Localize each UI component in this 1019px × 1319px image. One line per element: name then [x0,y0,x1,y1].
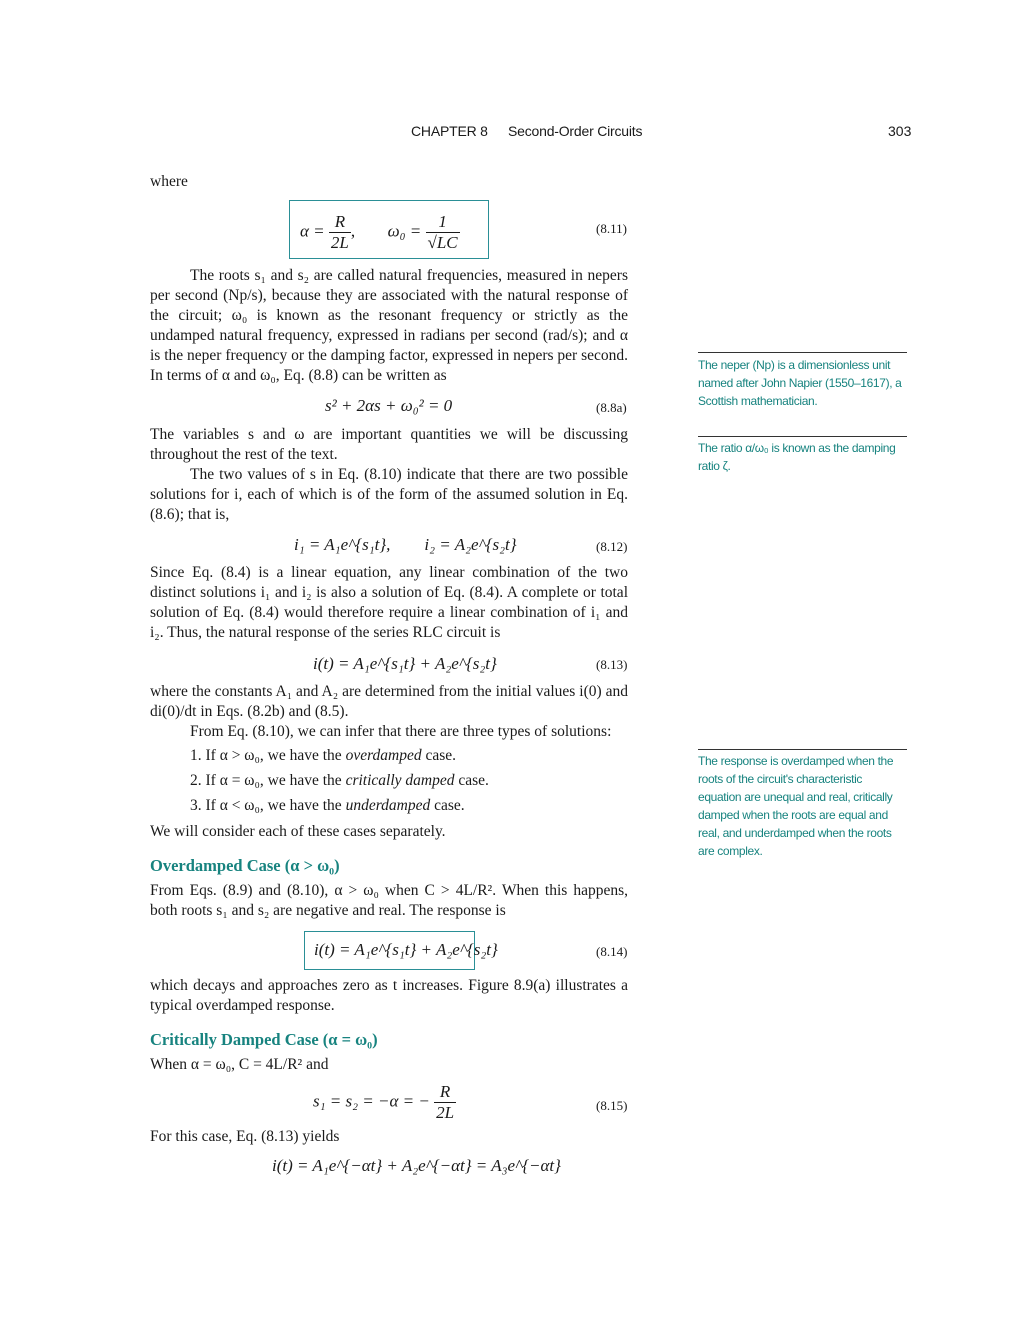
chapter-label: CHAPTER 8 [411,123,488,139]
chapter-title: Second-Order Circuits [508,123,643,139]
equation-8-11: α = $\frac{R}{2L}$ , ω₀ = $\frac{1}{√LC}$ [300,212,458,252]
equation-number-8-11: (8.11) [596,221,627,236]
equation-8-11-box [289,200,489,259]
paragraph-this-case: For this case, Eq. (8.13) yields [150,1128,340,1145]
equation-number-8-13: (8.13) [596,657,628,672]
paragraph-three-types: From Eq. (8.10), we can infer that there are three types of solutions: [190,723,612,740]
equation-number-8-8a: (8.8a) [596,400,627,415]
running-header [0,121,1019,143]
equation-number-8-15: (8.15) [596,1098,628,1113]
equation-8-12: i₁ = A₁e^{s₁t}, i₂ = A₂e^{s₂t} [294,535,517,554]
equation-number-8-14: (8.14) [596,944,628,959]
equation-8-14: i(t) = A₁e^{s₁t} + A₂e^{s₂t} [314,940,498,959]
equation-8-8a: s² + 2αs + ω₀² = 0 [325,396,453,415]
equation-8-13: i(t) = A₁e^{s₁t} + A₂e^{s₂t} [313,654,497,673]
paragraph-separately: We will consider each of these cases separately. [150,823,446,840]
omega-fraction: $\frac{1}{√LC}$ [427,212,458,252]
sidenote-neper: The neper (Np) is a dimensionless unit named after John Napier (1550–1617), a Scottish mathematician. [698,358,902,408]
paragraph-linear-combination: Since Eq. (8.4) is a linear equation, any linear combination of the two distinct solutions i₁ and i₂ is also a solution of Eq. (8.4). A complete or total solution of Eq. (8.4) would therefore require a linear combination of i₁ and i₂. Thus, the natural response of the series RLC circuit is [150,564,628,641]
where-text: where [150,173,188,190]
heading-overdamped: Overdamped Case (α > ω₀) [150,856,340,875]
list-item: 2. If α = ω₀, we have the critically damped case. [190,772,489,789]
paragraph-natural-frequencies: The roots s₁ and s₂ are called natural frequencies, measured in nepers per second (Np/s), because they are associated with the natural response of the circuit; ω₀ is known as the resonant frequency or strictly as the undamped natural frequency, expressed in radians per second (rad/s); and α is the neper frequency or the damping factor, expressed in nepers per second. In terms of α and ω₀, Eq. (8.8) can be written as [150,267,628,384]
paragraph-constants: where the constants A₁ and A₂ are determined from the initial values i(0) and di(0)/dt in Eqs. (8.2b) and (8.5). [150,683,628,720]
paragraph-two-values: The two values of s in Eq. (8.10) indicate that there are two possible solutions for i, each of which is of the form of the assumed solution in Eq. (8.6); that is, [150,466,628,523]
page-number: 303 [888,123,912,139]
equation-8-15-fraction: $\frac{R}{2L}$ [436,1082,455,1122]
heading-critically-damped: Critically Damped Case (α = ω₀) [150,1030,378,1049]
list-item: 3. If α < ω₀, we have the underdamped case. [190,797,465,814]
sidenote-rule [698,436,907,437]
equation-critical-response: i(t) = A₁e^{−αt} + A₂e^{−αt} = A₃e^{−αt} [272,1156,561,1175]
list-item: 1. If α > ω₀, we have the overdamped case. [190,747,457,764]
sidenote-response-types: The response is overdamped when the roots of the circuit's characteristic equation are unequal and real, critically damped when the roots are equal and real, and underdamped when the roots are complex. [698,754,894,858]
alpha-fraction: $\frac{R}{2L}$ [330,212,349,252]
paragraph-decays: which decays and approaches zero as t increases. Figure 8.9(a) illustrates a typical overdamped response. [150,977,628,1014]
sidenote-rule [698,749,907,750]
paragraph-overdamped: From Eqs. (8.9) and (8.10), α > ω₀ when C > 4L/R². When this happens, both roots s₁ and s₂ are negative and real. The response is [150,882,628,919]
paragraph-critically-damped: When α = ω₀, C = 4L/R² and [150,1056,329,1073]
equation-8-14-box [304,931,498,970]
omega-lhs: ω₀ = [387,221,422,241]
paragraph-variables: The variables s and ω are important quantities we will be discussing throughout the rest of the text. [150,426,628,463]
alpha-lhs: α = [300,221,325,241]
equation-8-15: s₁ = s₂ = −α = − $\frac{R}{2L}$ [313,1082,455,1122]
sidenote-rule [698,352,907,353]
sidenote-damping-ratio: The ratio α/ω₀ is known as the damping ratio ζ. [698,441,896,473]
equation-number-8-12: (8.12) [596,539,628,554]
